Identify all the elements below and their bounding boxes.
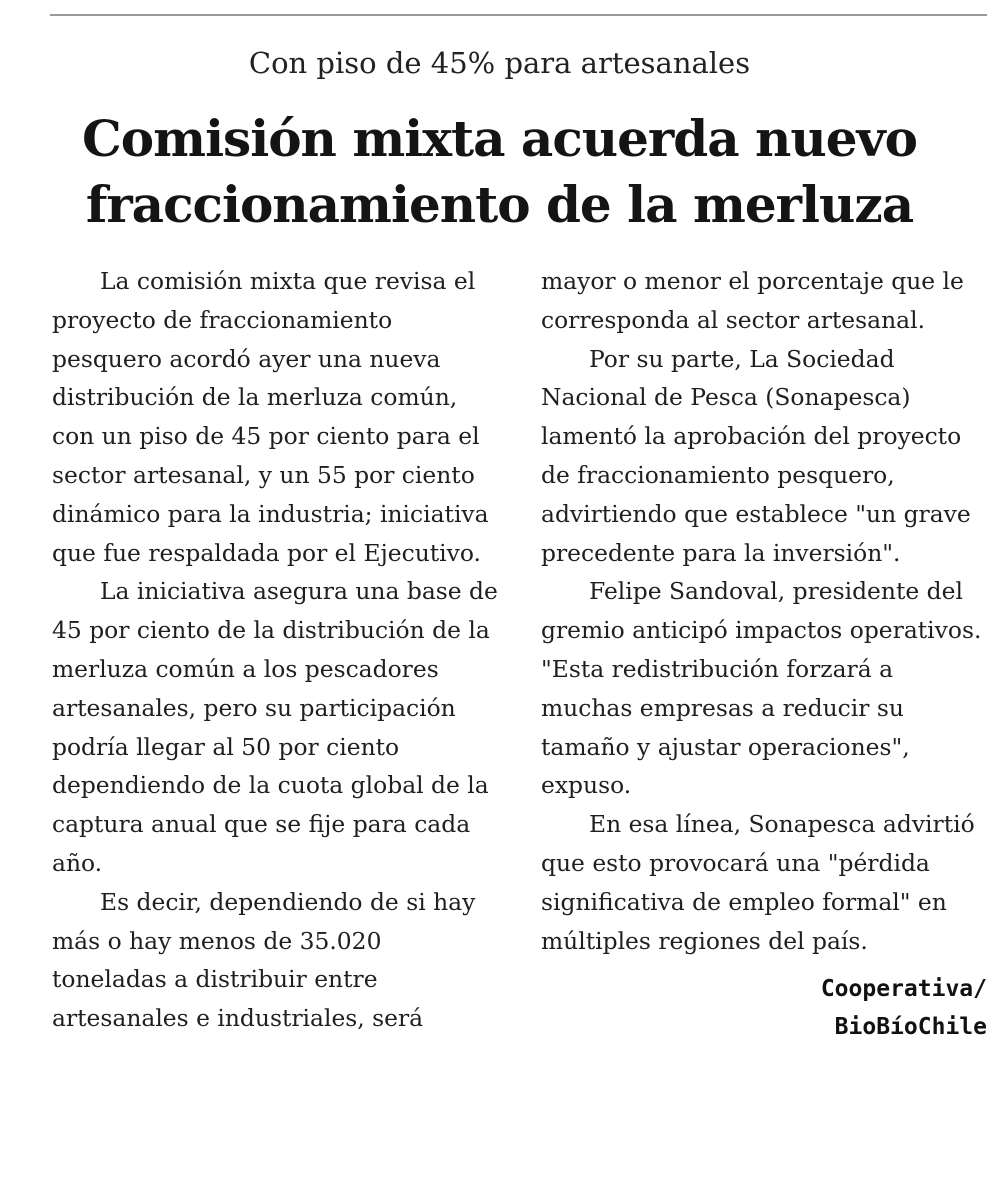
body-column-right — [541, 262, 987, 1046]
paragraph-right-2: Por su parte, La Sociedad Nacional de Pesca (Sonapesca) lamentó la aprobación del proyecto de fraccionamiento pesquero, advirtiendo que establece "un grave precedente para la inversión". — [541, 344, 971, 567]
paragraph-right-4: En esa línea, Sonapesca advirtió que esto provocará una "pérdida significativa de empleo formal" en múltiples regiones del país. — [541, 810, 975, 955]
headline-line-1: Comisión mixta acuerda nuevo — [82, 109, 917, 168]
paragraph-right-3: Felipe Sandoval, presidente del gremio anticipó impactos operativos. "Esta redistribución forzará a muchas empresas a reducir su tamaño y ajustar operaciones", expuso. — [541, 577, 982, 800]
article-credit — [541, 970, 987, 1046]
paragraph-left-2: La iniciativa asegura una base de 45 por ciento de la distribución de la merluza común a los pescadores artesanales, pero su participación podría llegar al 50 por ciento dependiendo de la cuota global de la captura anual que se fije para cada año. — [52, 577, 498, 877]
paragraph-left-3: Es decir, dependiendo de si hay más o hay menos de 35.020 toneladas a distribuir entre artesanales e industriales, será — [52, 887, 476, 1033]
paragraph-right-1: mayor o menor el porcentaje que le corresponda al sector artesanal. — [541, 267, 964, 334]
top-divider — [50, 14, 987, 16]
credit-line-2: BioBíoChile — [834, 1014, 987, 1041]
headline-line-2: fraccionamiento de la merluza — [85, 175, 914, 234]
body-column-left — [52, 262, 498, 1038]
article-kicker: Con piso de 45% para artesanales — [248, 46, 751, 80]
credit-line-1: Cooperativa/ — [820, 976, 987, 1003]
paragraph-left-1: La comisión mixta que revisa el proyecto de fraccionamiento pesquero acordó ayer una nueva distribución de la merluza común, con un piso de 45 por ciento para el sector artesanal, y un 55 por ciento dinámico para la industria; iniciativa que fue respaldada por el Ejecutivo. — [52, 267, 489, 567]
article-headline — [0, 106, 999, 238]
